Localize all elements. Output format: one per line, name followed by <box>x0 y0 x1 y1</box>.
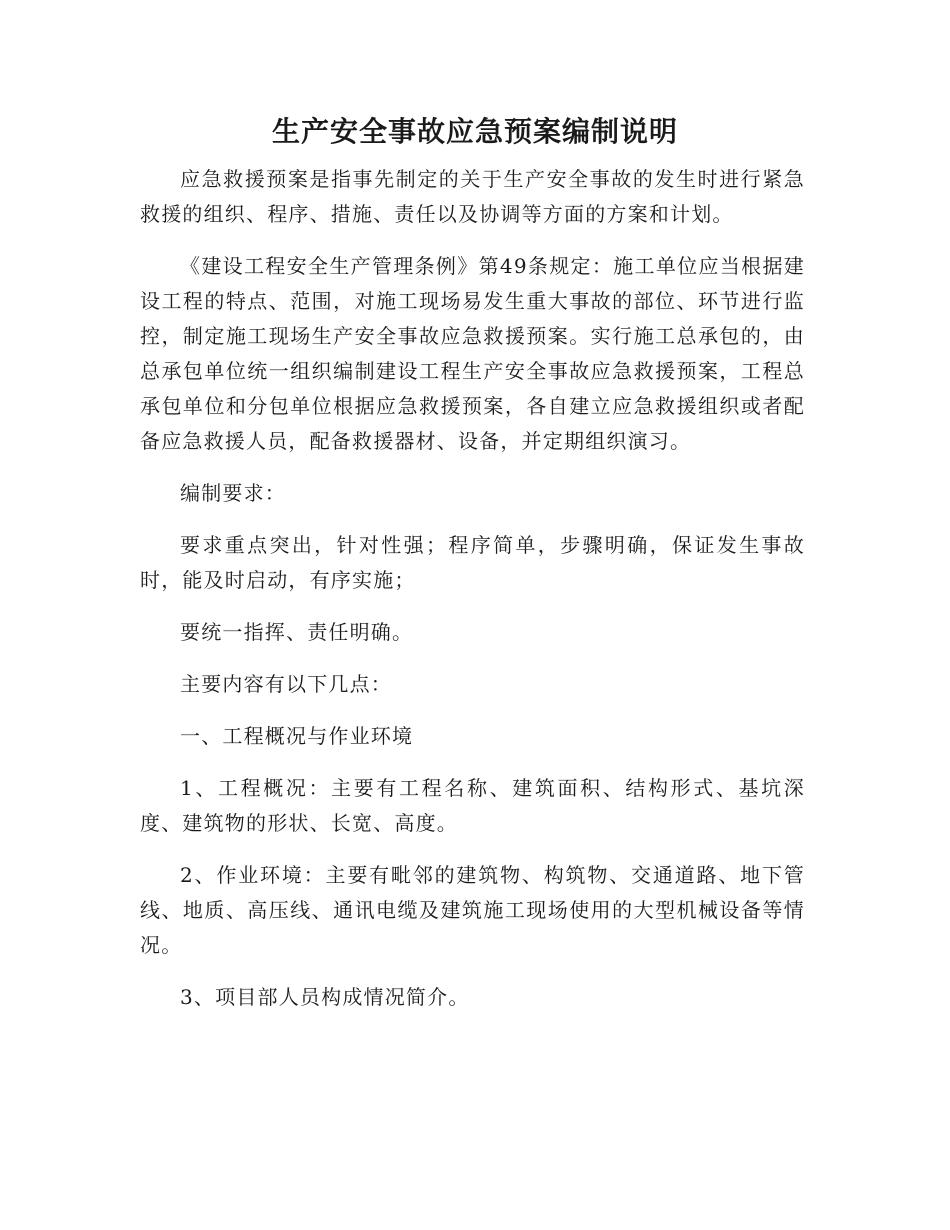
document-body <box>140 162 805 1032</box>
paragraph-requirements-heading: 编制要求： <box>180 481 286 505</box>
list-item-project-overview: 1、工程概况：主要有工程名称、建筑面积、结构形式、基坑深度、建筑物的形状、长宽、高度。 <box>140 776 805 835</box>
paragraph-main-content: 主要内容有以下几点： <box>180 672 392 696</box>
page-title: 生产安全事故应急预案编制说明 <box>271 115 678 148</box>
paragraph-regulation: 《建设工程安全生产管理条例》第49条规定：施工单位应当根据建设工程的特点、范围，对施工现场易发生重大事故的部位、环节进行监控，制定施工现场生产安全事故应急救援预案。实行施工总承包的，由总承包单位统一组织编制建设工程生产安全事故应急救援预案，工程总承包单位和分包单位根据应急救援预案，各自建立应急救援组织或者配备应急救援人员，配备救援器材、设备，并定期组织演习。 <box>140 254 805 453</box>
list-item-staff-structure: 3、项目部人员构成情况简介。 <box>180 985 470 1009</box>
section-heading-overview: 一、工程概况与作业环境 <box>180 724 414 748</box>
paragraph-requirement-focus: 要求重点突出，针对性强；程序简单，步骤明确，保证发生事故时，能及时启动，有序实施； <box>140 533 805 592</box>
list-item-work-environment: 2、作业环境：主要有毗邻的建筑物、构筑物、交通道路、地下管线、地质、高压线、通讯电缆及建筑施工现场使用的大型机械设备等情况。 <box>140 863 805 957</box>
paragraph-definition: 应急救援预案是指事先制定的关于生产安全事故的发生时进行紧急救援的组织、程序、措施、责任以及协调等方面的方案和计划。 <box>140 167 805 226</box>
paragraph-requirement-command: 要统一指挥、责任明确。 <box>180 620 414 644</box>
